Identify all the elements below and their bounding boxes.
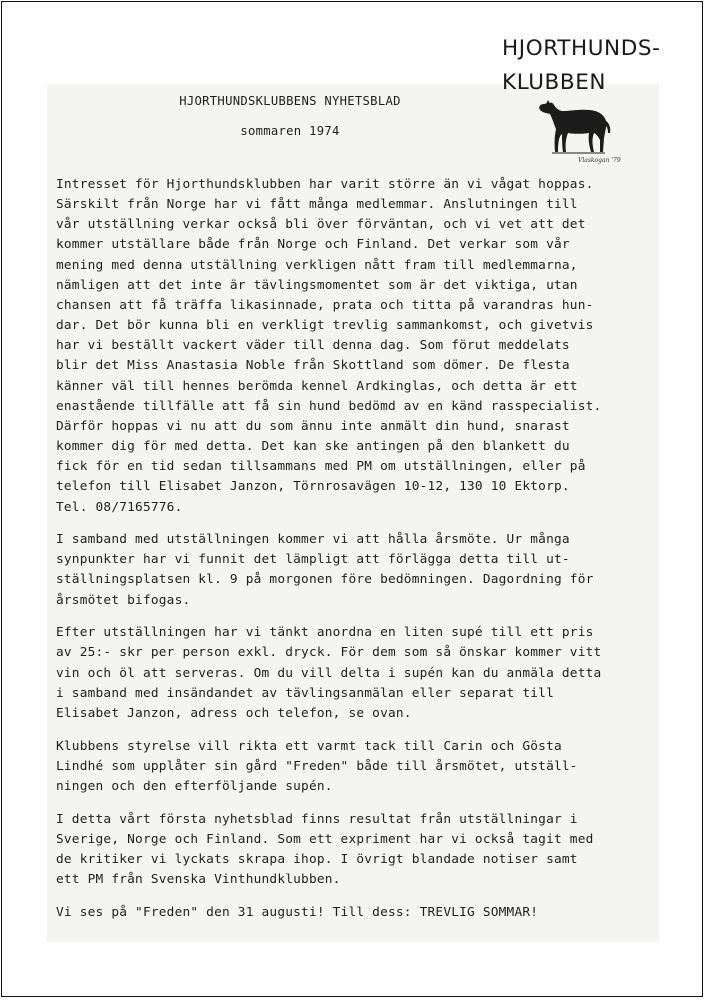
paragraph-annual-meeting: I samband med utställningen kommer vi att hålla årsmöte. Ur många synpunkter har vi funnit det lämpligt att förlägga detta till ut- ställningsplatsen kl. 9 på morgonen före bedömningen. Dagordning för årsmötet bifogas. <box>56 532 594 608</box>
logo-text-line2: KLUBBEN <box>502 70 607 95</box>
paragraph-supper: Efter utställningen har vi tänkt anordna en liten supé till ett pris av 25:- skr per person exkl. dryck. För dem som så önskar kommer vitt vin och öl att serveras. Om du vill delta i supén kan du anmäla detta i samband med insändandet av tävlingsanmälan eller separat till Elisabet Janzon, adress och telefon, se ovan. <box>56 625 602 721</box>
paragraph-closing: Vi ses på "Freden" den 31 augusti! Till dess: TREVLIG SOMMAR! <box>56 904 539 920</box>
logo-text-line1: HJORTHUNDS- <box>502 36 661 61</box>
newsletter-date: sommaren 1974 <box>240 124 340 138</box>
newsletter-title: HJORTHUNDSKLUBBENS NYHETSBLAD <box>179 94 401 108</box>
paragraph-contents: I detta vårt första nyhetsblad finns resultat från utställningar i Sverige, Norge och Finland. Som ett expriment har vi också tagit med de kritiker vi lyckats skrapa ihop. I övrigt blandade notiser samt ett PM från Svenska Vinthundklubben. <box>56 811 594 887</box>
paragraph-thanks: Klubbens styrelse vill rikta ett varmt tack till Carin och Gösta Lindhé som upplåter sin gård "Freden" både till årsmötet, utställ- ningen och den efterföljande supén. <box>56 738 578 794</box>
letter-body <box>56 175 666 935</box>
artist-signature: Vlaskogan '79 <box>578 157 621 164</box>
paragraph-exhibition: Intresset för Hjorthundsklubben har varit större än vi vågat hoppas. Särskilt från Norge har vi fått många medlemmar. Anslutningen till vår utställning verkar också bli över förväntan, och vi vet att det kommer utställare både från Norge och Finland. Det verkar som vår mening med denna utställning verkligen nått fram till medlemmarna, nämligen att det inte är tävlingsmomentet som är det viktiga, utan chansen att få träffa likasinnade, prata och titta på varandras hun- dar. Det bör kunna bli en verkligt trevlig sammankomst, och givetvis har vi beställt vackert väder till denna dag. Som förut meddelats blir det Miss Anastasia Noble från Skottland som dömer. De flesta känner väl till hennes berömda kennel Ardkinglas, och detta är ett enastående tillfälle att få sin hund bedömd av en känd rasspecialist. Därför hoppas vi nu att du som ännu inte anmält din hund, snarast kommer dig för med detta. Det kan ske antingen på den blankett du fick för en tid sedan tillsammans med PM om utställningen, eller på telefon till Elisabet Janzon, Törnrosavägen 10-12, 130 10 Ektorp. Tel. 08/7165776. <box>56 177 602 515</box>
